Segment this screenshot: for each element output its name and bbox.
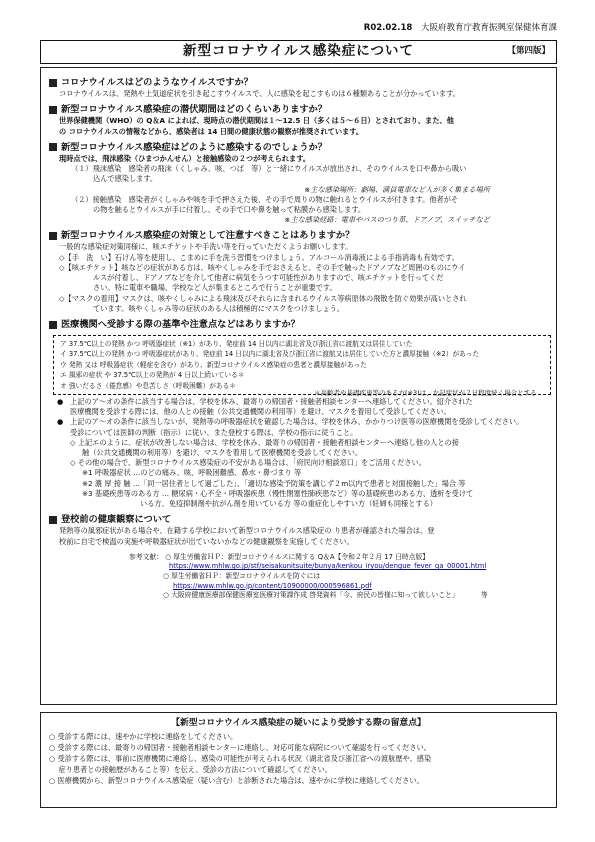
references-label: 参考文献： [129, 552, 163, 561]
section-heading-measures: 新型コロナウイルス感染症の対策として注意すべきことはありますか？ [49, 229, 550, 242]
guidance-item: ※3 基礎疾患等のある方 … 糖尿病・心不全・呼吸器疾患（慢性閉塞性肺疾患など）等の基礎疾患のある方、透析を受けて [82, 488, 474, 498]
square-bullet-icon [49, 79, 57, 87]
title-box [40, 40, 557, 64]
precaution-item: ○ 受診する際には、最寄りの帰国者・接触者相談センターに連絡し、対応可能な病院について確認を行ってください。 [49, 743, 431, 753]
reference-item: 参考文献： ○ 厚生労働省ＨＰ：新型コロナウイルスに関する Q＆A【令和２年２月 17 日時点版】 [129, 552, 430, 561]
section-heading-incubation: 新型コロナウイルス感染症の潜伏期間はどのくらいありますか？ [49, 103, 550, 116]
section-text: 一般的な感染症対策同様に、咳エチケットや手洗い等を行っていただくようお願いします。 [59, 242, 353, 252]
section-text: 込んで感染します。 [93, 174, 158, 184]
section-heading-what: コロナウイルスはどのようなウイルスですか？ [49, 76, 550, 89]
header-line [364, 22, 557, 34]
square-bullet-icon [49, 232, 57, 240]
section-note: ※主な感染経路：電車やバスのつり革、ドアノブ、スイッチなど [284, 215, 490, 225]
guidance-item: ※2 濃 厚 接 触 …「同一居住者として過ごした」、「適切な感染予防策を講じず２m以内で患者と対面接触した」場合 等 [82, 478, 466, 488]
section-text: ています。咳やくしゃみ等の症状のある人は積極的にマスクをつけましょう。 [93, 303, 344, 313]
section-heading-observation: 登校前の健康観察について [49, 513, 550, 526]
section-text: ルスが付着し、ドアノブなどを介して他者に病気をうつす可能性がありますので、咳エチケットを行ってくだ [93, 273, 444, 283]
section-text: （１）飛沫感染 感染者の飛沫（くしゃみ、咳、つば 等）と一緒にウイルスが放出され、そのウイルスを口や鼻から吸い [71, 164, 467, 174]
guidance-item: 医療機関を受診する際には、他の人との接触（公共交通機関の利用等）を避け、マスクを着用して受診してください。 [70, 407, 451, 417]
reference-link[interactable]: https://www.mhlw.go.jp/content/10900000/000596861.pdf [173, 581, 372, 590]
section-text: の物を触るとウイルスが手に付着し、その手で口や鼻を触って粘膜から感染します。 [93, 204, 366, 214]
criteria-box [53, 335, 551, 398]
reference-item: ○ 大阪府健康医療部保健医療室医療対策課作成 啓発資料「今、府民の皆様に知って欲しいこと」 等 [163, 591, 488, 600]
guidance-item: ● 上記のア～オの条件に該当しないが、発熱等の呼吸器症状を確認した場合は、学校を休み、かかりつけ医等の医療機関を受診してください。 [57, 417, 524, 427]
square-bullet-icon [49, 143, 57, 151]
guidance-item: ◇ その他の場合で、新型コロナウイルス感染症の不安がある場合は、「府民向け相談窓口」をご活用ください。 [70, 458, 426, 468]
precautions-title: 【新型コロナウイルス感染症の疑いにより受診する際の留意点】 [171, 718, 426, 728]
edition-label: 【第四版】 [507, 46, 550, 56]
square-bullet-icon [49, 321, 57, 329]
precaution-item: ○ 医療機関から、新型コロナウイルス感染症（疑い含む）と診断された場合は、速やかに学校に連絡してください。 [49, 775, 424, 785]
section-heading-consultation: 医療機関へ受診する際の基準や注意点などはありますか？ [49, 318, 550, 331]
criteria-item: ウ 発熱 又は 呼吸器症状（軽症を含む）があり、新型コロナウイルス感染症の患者と濃厚接触があった [60, 360, 367, 369]
criteria-item: エ 風邪の症状 や 37.5℃以上の発熱が 4 日以上続いている＊ [60, 371, 245, 380]
reference-link-row [129, 582, 550, 592]
criteria-item: ア 37.5℃以上の発熱 かつ 呼吸器症状（※1）があり、発症前 14 日以内に湖北省及び浙江省に渡航又は居住していた [60, 340, 413, 349]
precaution-item: ○ 受診する際には、速やかに学校に連絡をしてください。 [49, 732, 238, 742]
guidance-item: ● 上記のア～オの条件に該当する場合は、学校を休み、最寄りの帰国者・接触者相談センターへ連絡してください。紹介された [57, 396, 473, 406]
main-content-box [40, 67, 557, 705]
guidance-item: ◇ 上記エのように、症状が改善しない場合は、学校を休み、最寄りの帰国者・接触者相談センターへ連絡し他の人との接 [70, 437, 459, 447]
section-text: 校前に自宅で検温の実施や呼吸器症状が出ていないかなどの健康観察を実施してください。 [59, 536, 354, 546]
section-text: （２）接触感染 感染者がくしゃみや咳を手で押さえた後、その手で周りの物に触れるとウイルスが付きます。他者がそ [71, 194, 459, 204]
guidance-item: ※1 呼吸器症状 …のどの痛み、咳、呼吸困難感、鼻水・鼻づまり 等 [82, 468, 302, 478]
reference-item: ○ 厚生労働省ＨＰ：新型コロナウイルスを防ぐには [163, 572, 321, 581]
section-text: 世界保健機関（WHO）の Q＆A によれば、現時点の潜伏期間は１～12.5 日（多くは５～６日）とされており、また、他 [59, 116, 454, 126]
precaution-item: 症り患者との接触歴があること等）を伝え、受診の方法について確認してください。 [49, 764, 332, 774]
precaution-item: ○ 受診する際には、事前に医療機関に連絡し、感染の可能性が考えられる状況（湖北省及び浙江省への渡航歴や、感染 [49, 754, 432, 764]
section-text: 発熱等の風邪症状がある場合や、在籍する学校において新型コロナウイルス感染症の り患者が確認された場合は、登 [59, 526, 435, 536]
criteria-side-note: ＊高齢者や基礎疾患等のある方(※3)は、左記症状が２日程度続く場合とする [314, 389, 537, 398]
section-text: ◇【咳エチケット】咳などの症状がある方は、咳やくしゃみを手でおさえると、その手で触ったドアノブなど周囲のものにウイ [59, 262, 466, 272]
guidance-item: 受診については医師の判断（指示）に従い、また登校する際は、学校の指示に従うこと。 [70, 427, 358, 437]
document-date: R02.02.18 [363, 23, 413, 33]
section-heading-transmission: 新型コロナウイルス感染症はどのように感染するのでしょうか？ [49, 141, 550, 154]
section-text: さい。特に電車や職場、学校など人が集まるところで行うことが重要です。 [93, 283, 337, 293]
square-bullet-icon [49, 106, 57, 114]
department-name: 大阪府教育庁教育振興室保健体育課 [420, 23, 557, 33]
section-text: 現時点では、飛沫感染（ひまつかんせん）と接触感染の２つが考えられます。 [59, 153, 310, 163]
criteria-item: イ 37.5℃以上の発熱 かつ 呼吸器症状があり、発症前 14 日以内に湖北省及び浙江省に渡航又は居住していた方と濃厚接触（※2）があった [60, 350, 480, 359]
reference-link-row [129, 562, 550, 572]
references [49, 553, 550, 601]
references-tail: 等 [480, 591, 488, 600]
page-title: 新型コロナウイルス感染症について [183, 43, 414, 60]
square-bullet-icon [49, 516, 57, 524]
section-text: の コロナウイルスの情報などから、感染者は 14 日間の健康状態の観察が推奨されています。 [59, 126, 364, 136]
reference-link[interactable]: https://www.mhlw.go.jp/stf/seisakunitsuite/bunya/kenkou_iryou/dengue_fever_qa_00001.html [169, 562, 487, 571]
section-note: ※主な感染場所：劇場、満員電車など人が多く集まる場所 [304, 184, 490, 194]
guidance-item: いる方、免疫抑制剤や抗がん剤を用いている方 等の重症化しやすい方（妊婦も同様とする） [140, 499, 437, 509]
guidance-list [49, 397, 550, 509]
section-text: ◇【マスクの着用】マスクは、咳やくしゃみによる飛沫及びそれらに含まれるウイルス等病原体の飛散を防ぐ効果が高いとされ [59, 293, 467, 303]
section-text: コロナウイルスは、発熱や上気道症状を引き起こすウイルスで、人に感染を起こすものは６種類あることが分かっています。 [59, 89, 460, 99]
section-text: ◇【手 洗 い】石けん等を使用し、こまめに手を洗う習慣をつけましょう。アルコール消毒液による手指消毒も有効です。 [59, 252, 459, 262]
precautions-box [40, 712, 557, 808]
guidance-item: 触（公共交通機関の利用等）を避け、マスクを着用して医療機関を受診してください。 [82, 448, 363, 457]
criteria-item: オ 強いだるさ（倦怠感）や息苦しさ（呼吸困難）がある＊ [60, 381, 236, 390]
